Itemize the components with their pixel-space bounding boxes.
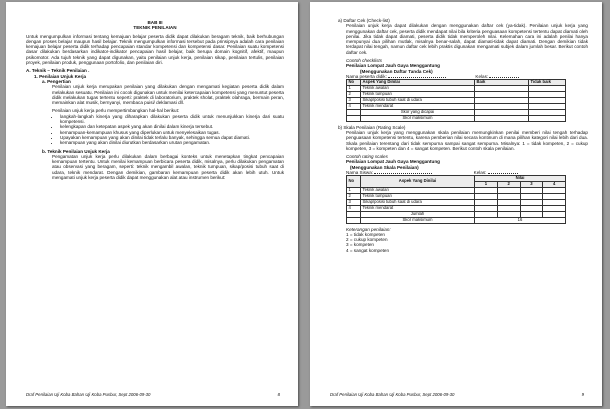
table-cell: 2 xyxy=(347,92,361,98)
chapter-number: BAB III xyxy=(147,20,163,25)
checklist-table xyxy=(346,79,566,121)
document-page-right xyxy=(310,2,602,406)
header-cell: Baik xyxy=(475,80,529,86)
footer-text: Draf Penilaian Uji Koba Bahan Uji Koba Pusbur, Sept 2006-09-30 xyxy=(26,392,151,397)
table-row xyxy=(347,115,566,121)
table-cell: 3 xyxy=(347,97,361,103)
table-cell: 3 xyxy=(347,199,361,205)
chapter-title: TEKNIK PENILAIAN xyxy=(133,25,177,31)
table-cell: Jumlah xyxy=(361,211,475,217)
table-cell: Teknik tumpuan xyxy=(361,194,475,200)
subsection-checklist-heading: a) Daftar Cek (Check-list) xyxy=(338,18,390,23)
section-a-heading: A. Teknik – Teknik Penilaian . xyxy=(26,68,90,74)
rating-table xyxy=(346,175,566,223)
name-blank xyxy=(388,74,446,78)
table-cell: 16 xyxy=(475,217,566,223)
footer-text: Draf Penilaian Uji Koba Bahan Uji Koba Pusbur, Sept 2006-09-30 xyxy=(330,392,455,397)
header-cell: No xyxy=(347,80,361,86)
header-cell: Aspek Yang Dinilai xyxy=(361,176,475,188)
technique-paragraph: Pengamatan unjuk kerja perlu dilakukan dalam berbagai konteks untuk menetapkan tingkat pencapaian kemampuan tertentu. Untuk menilai kemampuan berbicara peserta didik, misalnya, perlu dilakukan pengamatan atau observasi yang beragam, seperti: teknik mengambil awalan, teknik tumpuan, sikap/posisi tubuh saat di udara, teknik mendarat. Dengan demikian, gambaran kemampuan peserta didik akan lebih utuh. Untuk mengamati unjuk kerja peserta didik dapat menggunakan alat atau instrumen berikut: xyxy=(52,153,284,181)
subsection-b-heading: b. Teknik Penilaian Unjuk Kerja xyxy=(42,148,110,154)
legend-item: 1 = tidak kompeten xyxy=(346,231,385,237)
table-cell: Teknik awalan xyxy=(361,86,475,92)
rating-paragraph: Penilaian unjuk kerja yang menggunakan skala penilaian memungkinkan penilai memberi nilai tengah terhadap penguasaan kompetensi tertentu, karena pemberian nilai secara kontinum di mana pilihan kategori nilai lebih dari dua. Skala penilaian terentang dari tidak sempurna sampai sangat sempurna. Misalnya: 1 = tidak kompeten, 2 = cukup kompeten, 3 = kompeten dan 4 = sangat kompeten. Berikut contoh skala penilaian. xyxy=(346,129,588,151)
class-blank xyxy=(489,74,519,78)
checklist-example-label: Contoh checklists xyxy=(346,58,383,64)
page-left-content xyxy=(26,20,284,180)
considerations-list xyxy=(26,114,284,146)
table-cell xyxy=(475,115,529,121)
table-cell: Skor maksimum xyxy=(361,115,475,121)
table-cell: Skor maksimum xyxy=(361,217,475,223)
page-right-content xyxy=(330,18,588,253)
list-item: • kelengkapan dan ketepatan aspek yang akan dinilai dalam kinerja tersebut. xyxy=(60,124,284,129)
page-footer xyxy=(26,392,280,397)
subsection-a-heading: a. Pengertian xyxy=(42,78,71,84)
header-cell: Aspek Yang Dinilai xyxy=(361,80,475,86)
rating-example-subtitle: (Menggunakan Skala Penilaian) xyxy=(350,164,419,170)
score-header: 3 xyxy=(520,182,543,188)
table-cell: Skor yang dicapai xyxy=(361,109,475,115)
subsection-rating-heading: b) Skala Penilaian (Rating Scale) xyxy=(338,124,406,130)
legend-item: 4 = sangat kompeten xyxy=(346,247,390,253)
table-cell: Teknik tumpuan xyxy=(361,92,475,98)
name-blank xyxy=(374,170,432,174)
table-row xyxy=(347,217,566,223)
list-item: • kemampuan-kemampuan khusus yang diperlukan untuk menyelesaikan tugas. xyxy=(60,130,284,135)
student-name-label: Nama peserta didik: xyxy=(346,73,387,79)
score-header: 4 xyxy=(543,182,566,188)
legend-title: Keterangan penilaian: xyxy=(346,226,391,232)
header-cell: No xyxy=(347,176,361,188)
class-blank xyxy=(488,170,518,174)
subsection-1-heading: 1. Penilaian Unjuk Kerja xyxy=(34,73,87,79)
table-cell xyxy=(347,115,361,121)
page-number: 8 xyxy=(277,392,280,397)
table-cell xyxy=(347,217,361,223)
table-cell: 2 xyxy=(347,194,361,200)
table-cell: Sikap/posisi tubuh saat di udara xyxy=(361,199,475,205)
checklist-paragraph: Penilaian unjuk kerja dapat dilakukan dengan menggunakan daftar cek (ya-tidak). Penilaian unjuk kerja yang menggunakan daftar cek, peserta didik mendapat nilai bila kriteria penguasaan kompetensi tertentu dapat diamati oleh penilai. Jika tidak dapat diamati, peserta didik tidak memperoleh nilai. Kelemahan cara ini adalah penilai hanya mempunyai dua pilihan mutlak, misalnya benar-salah, dapat diamati-tidak dapat diamati. Dengan demikian tidak terdapat nilai tengah, namun daftar cek lebih praktis digunakan mengamati subjek dalam jumlah besar. Berikut contoh daftar cek. xyxy=(346,23,588,55)
page-footer xyxy=(330,392,584,397)
considerations-paragraph: Penilaian unjuk kerja perlu mempertimbangkan hal-hal berikut: xyxy=(52,108,180,114)
table-cell: 4 xyxy=(347,103,361,109)
document-page-left xyxy=(6,2,298,406)
checklist-example-subtitle: (Menggunakan Daftar Tanda Cek) xyxy=(360,68,433,74)
header-cell: Tidak baik xyxy=(529,80,566,86)
list-item: • kemampuan yang akan dinilai diurutkan berdasarkan urutan pengamatan. xyxy=(60,140,284,145)
table-cell: Teknik mendarat xyxy=(361,103,475,109)
page-number: 9 xyxy=(581,392,584,397)
intro-paragraph: Untuk mengumpulkan informasi tentang kemajuan belajar peserta didik dapat dilakukan beragam teknik, baik berhubungan dengan proses belajar maupun hasil belajar. Teknik mengumpulkan informasi tersebut pada prinsipnya adalah cara penilaian kemajuan belajar peserta didik terhadap pencapaian standar kompetensi dan kompetensi dasar. Penilaian suatu kompetensi dasar dilakukan berdasarkan indikator-indikator pencapaian hasil belajar, baik berupa domain kognitif, afektif, maupun psikomotor. Ada tujuh teknik yang dapat digunakan, yaitu penilaian unjuk kerja, penilaian sikap, penilaian tertulis, penilaian proyek, penilaian produk, penggunaan portofolio, dan penilaian diri. xyxy=(26,33,284,66)
score-header: 2 xyxy=(497,182,520,188)
legend-item: 3 = kompeten xyxy=(346,242,374,248)
checklist-example-title: Penilaian Lompat Jauh Gaya Menggantung xyxy=(346,63,440,69)
rating-example-label: Contoh rating scales xyxy=(346,154,388,160)
pengertian-paragraph: Penilaian unjuk kerja merupakan penilaian yang dilakukan dengan mengamati kegiatan peserta didik dalam melakukan sesuatu. Penilaian ini cocok digunakan untuk menilai ketercapaian kompetensi yang menuntut peserta didik melakukan tugas tertentu seperti: praktek di laboratorium, praktek sholat, praktek olahraga, bermain peran, memainkan alat musik, bernyanyi, membaca puisi/ deklamasi dll. xyxy=(52,84,284,106)
table-cell: 1 xyxy=(347,86,361,92)
legend-item: 2 = cukup kompeten xyxy=(346,237,388,243)
table-cell: Sikap/posisi tubuh saat di udara xyxy=(361,97,475,103)
class-label: Kelas: xyxy=(473,169,487,175)
list-item: • langkah-langkah kinerja yang diharapkan dilakukan peserta didik untuk menunjukkan kinerja dari suatu kompetensi. xyxy=(60,114,284,125)
class-label: Kelas: xyxy=(475,73,489,79)
list-item: • Upayakan kemampuan yang akan dinilai tidak terlalu banyak, sehingga semua dapat diamati. xyxy=(60,135,284,140)
table-cell: 1 xyxy=(347,188,361,194)
table-cell: Teknik awalan xyxy=(361,188,475,194)
table-cell: 4 xyxy=(347,205,361,211)
table-cell: Teknik mendarat xyxy=(361,205,475,211)
table-cell xyxy=(529,115,566,121)
score-header: 1 xyxy=(475,182,498,188)
header-cell: Nilai xyxy=(475,176,566,182)
student-name-label: Nama Siswa: xyxy=(346,169,374,175)
rating-example-title: Penilaian Lompat Jauh Gaya Menggantung xyxy=(346,159,440,165)
